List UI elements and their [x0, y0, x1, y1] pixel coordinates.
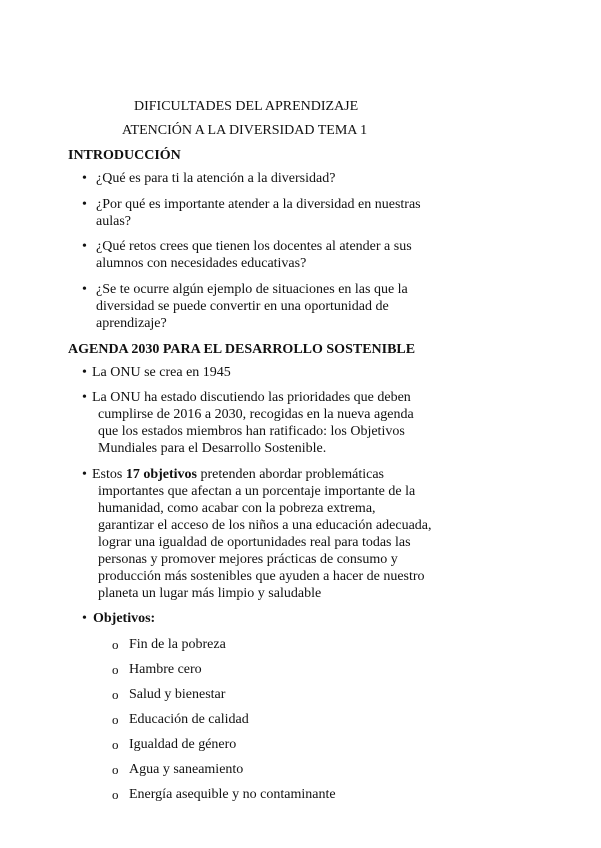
- bullet-text-prefix: Estos: [92, 467, 126, 482]
- objective-text: Hambre cero: [129, 662, 202, 677]
- circle-bullet-icon: o: [112, 687, 119, 702]
- objective-text: Igualdad de género: [129, 737, 237, 752]
- agenda-bullet: [82, 466, 434, 602]
- bullet-icon: •: [82, 467, 87, 482]
- circle-bullet-icon: o: [112, 712, 119, 727]
- objective-text: Educación de calidad: [129, 712, 249, 727]
- section-heading-introduccion: INTRODUCCIÓN: [68, 148, 181, 163]
- objective-text: Salud y bienestar: [129, 687, 226, 702]
- bullet-icon: •: [82, 365, 87, 380]
- objective-text: Agua y saneamiento: [129, 762, 244, 777]
- objectives-bullet: [82, 610, 442, 627]
- agenda-bullet: [82, 389, 434, 457]
- intro-bullet: [82, 196, 438, 230]
- bullet-text-rest: pretenden abordar problemáticas importantes que afectan a un porcentaje importante de la humanidad, como acabar con la pobreza extrema, garantizar el acceso de los niños a una educación adecuada, lograr una igualdad de oportunidades real para todas las personas y promover mejores prácticas de consumo y producción más sostenibles que ayuden a hacer de nuestro planeta un lugar más limpio y saludable: [98, 467, 432, 601]
- circle-bullet-icon: o: [112, 737, 119, 752]
- circle-bullet-icon: o: [112, 762, 119, 777]
- section-heading-agenda-2030: AGENDA 2030 PARA EL DESARROLLO SOSTENIBLE: [68, 342, 416, 357]
- circle-bullet-icon: o: [112, 787, 119, 802]
- circle-bullet-icon: o: [112, 637, 119, 652]
- bullet-icon: •: [82, 611, 87, 626]
- circle-bullet-icon: o: [112, 662, 119, 677]
- intro-bullet: [82, 170, 442, 187]
- bullet-icon: •: [82, 171, 87, 186]
- bullet-icon: •: [82, 197, 87, 212]
- bullet-text: La ONU ha estado discutiendo las prioridades que deben cumplirse de 2016 a 2030, recogidas en la nueva agenda que los estados miembros han ratificado: los Objetivos Mundiales para el Desarrollo Sostenible.: [92, 390, 414, 456]
- bullet-icon: •: [82, 282, 87, 297]
- bullet-text: ¿Se te ocurre algún ejemplo de situaciones en las que la diversidad se puede convertir en una oportunidad de aprendizaje?: [96, 282, 408, 331]
- objective-text: Fin de la pobreza: [129, 637, 226, 652]
- intro-bullet: [82, 281, 422, 332]
- intro-bullet: [82, 238, 432, 272]
- bullet-text: La ONU se crea en 1945: [92, 365, 231, 380]
- bullet-icon: •: [82, 239, 87, 254]
- document-title: DIFICULTADES DEL APRENDIZAJE: [134, 99, 359, 114]
- bullet-text: ¿Qué es para ti la atención a la diversidad?: [96, 171, 336, 186]
- bullet-icon: •: [82, 390, 87, 405]
- objective-text: Energía asequible y no contaminante: [129, 787, 336, 802]
- bullet-text: ¿Qué retos crees que tienen los docentes al atender a sus alumnos con necesidades educativas?: [96, 239, 412, 271]
- objectives-label: Objetivos:: [93, 611, 156, 626]
- bullet-text-emphasis: 17 objetivos: [125, 467, 198, 482]
- document-subtitle: ATENCIÓN A LA DIVERSIDAD TEMA 1: [122, 123, 368, 138]
- agenda-bullet: [82, 364, 442, 381]
- bullet-text: [92, 466, 434, 602]
- bullet-text: ¿Por qué es importante atender a la diversidad en nuestras aulas?: [96, 197, 421, 229]
